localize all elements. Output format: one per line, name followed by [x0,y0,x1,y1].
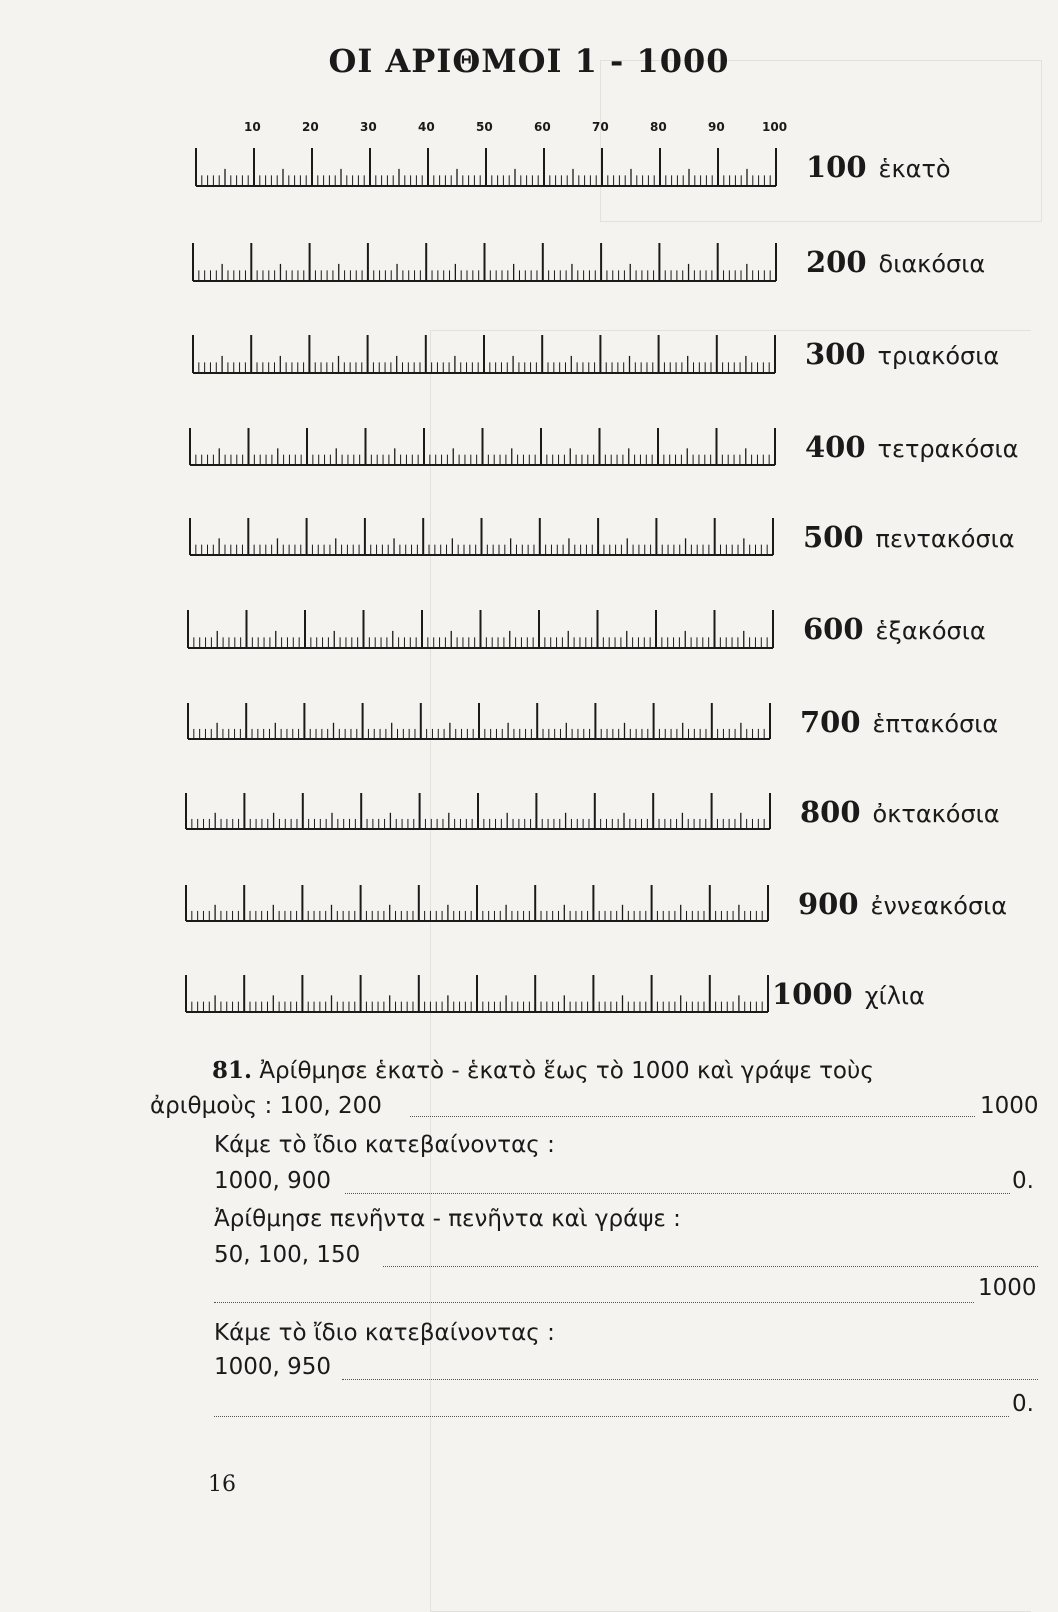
exercise-line-4: 1000, 900 [214,1168,332,1194]
scale-tick-label: 100 [762,120,788,134]
exercise-line-3: Κάμε τὸ ἴδιο κατεβαίνοντας : [214,1132,555,1158]
exercise-line-2: ἀριθμοὺς : 100, 200 [150,1093,382,1119]
scale-tick-label: 40 [418,120,435,134]
exercise-number: 81. [212,1057,253,1084]
ruler-word: τετρακόσια [877,435,1019,463]
answer-dots [410,1116,975,1117]
ruler-label [798,887,1007,921]
exercise-line-6: 50, 100, 150 [214,1242,361,1268]
ruler-label [800,705,998,739]
scale-tick-label: 60 [534,120,551,134]
ruler-number: 300 [805,337,866,371]
ruler-number: 500 [803,520,864,554]
ruler-word: ἑξακόσια [875,617,986,645]
ruler-number: 1000 [772,977,853,1011]
ruler-word: ὀκτακόσια [872,800,1000,828]
exercise-line-8: Κάμε τὸ ἴδιο κατεβαίνοντας : [214,1320,555,1346]
ruler-word: ἑκατὸ [878,155,951,183]
scale-tick-label: 80 [650,120,667,134]
ruler-label [805,430,1018,464]
answer-dots [345,1193,1010,1194]
exercise-line-9: 1000, 950 [214,1354,332,1380]
scale-tick-label: 90 [708,120,725,134]
ruler-number: 400 [805,430,866,464]
exercise-line-5: Ἀρίθμησε πενῆντα - πενῆντα καὶ γράψε : [214,1206,681,1232]
ruler-number: 100 [806,150,867,184]
ruler-number: 900 [798,887,859,921]
ruler-word: πεντακόσια [875,525,1015,553]
ruler-label [800,795,1000,829]
answer-dots [214,1302,974,1303]
answer-dots [214,1416,1009,1417]
ruler-word: τριακόσια [877,342,1000,370]
ruler-word: διακόσια [878,250,986,278]
ruler-label [806,245,985,279]
exercise-line-7-end: 1000 [978,1275,1037,1301]
ruler-label [772,977,925,1011]
scale-tick-label: 70 [592,120,609,134]
exercise-line-4-end: 0. [1012,1168,1034,1194]
scale-tick-label: 10 [244,120,261,134]
ruler-label [806,150,951,184]
ruler-word: ἑπτακόσια [872,710,999,738]
exercise-line-1: 81. Ἀρίθμησε ἑκατὸ - ἑκατὸ ἕως τὸ 1000 καὶ γράψε τοὺς [212,1057,874,1084]
page-title: ΟΙ ΑΡΙΘΜΟΙ 1 - 1000 [328,42,730,80]
page-number: 16 [208,1472,236,1497]
ruler-label [803,520,1015,554]
ruler-number: 700 [800,705,861,739]
answer-dots [383,1266,1038,1267]
answer-dots [342,1379,1038,1380]
ruler-word: χίλια [864,982,925,1010]
ruler-number: 600 [803,612,864,646]
ruler-number: 800 [800,795,861,829]
ruler-word: ἐννεακόσια [870,892,1008,920]
exercise-line-2-end: 1000 [980,1093,1039,1119]
ruler-label [803,612,986,646]
ruler-number: 200 [806,245,867,279]
ruler-label [805,337,999,371]
scale-tick-label: 50 [476,120,493,134]
scale-tick-label: 30 [360,120,377,134]
scale-tick-label: 20 [302,120,319,134]
exercise-line-10-end: 0. [1012,1391,1034,1417]
